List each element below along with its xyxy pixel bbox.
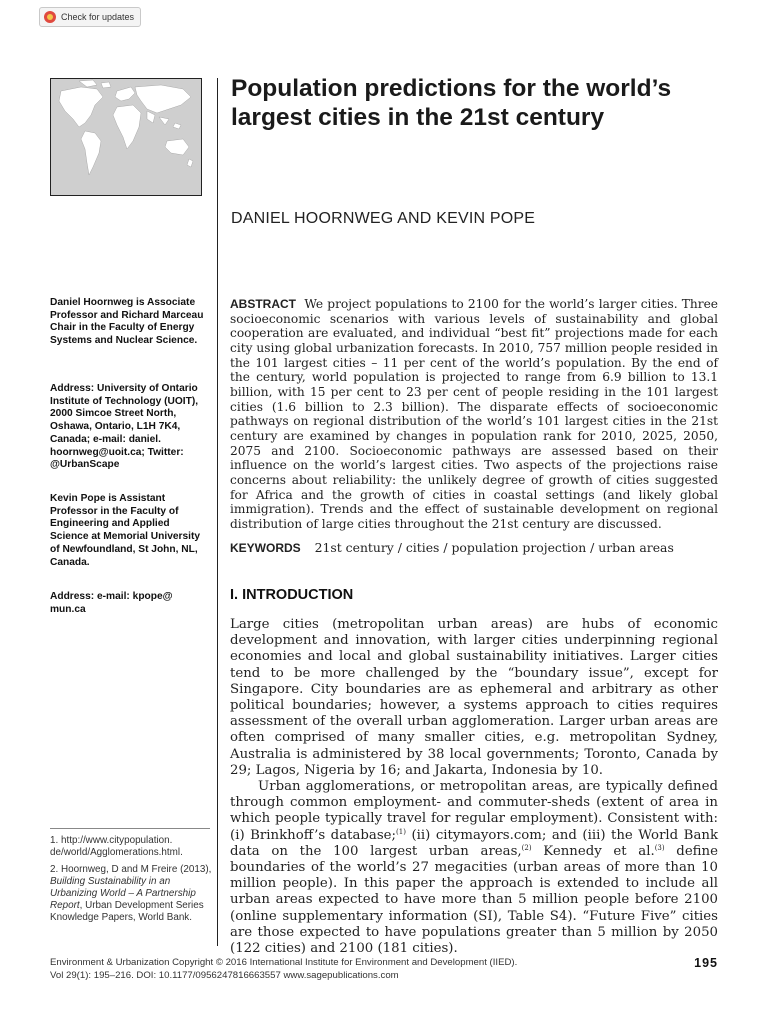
keywords — [230, 540, 674, 555]
check-for-updates-label: Check for updates — [61, 12, 135, 22]
intro-paragraph-2 — [230, 779, 718, 957]
abstract-label: ABSTRACT — [230, 297, 296, 311]
footnote-2 — [50, 864, 212, 924]
keywords-label: KEYWORDS — [230, 541, 301, 555]
page-number: 195 — [694, 956, 718, 970]
article-title: Population predictions for the world’s largest cities in the 21st century — [231, 75, 672, 131]
section-heading-introduction: I. INTRODUCTION — [230, 587, 354, 603]
world-map-icon — [51, 79, 201, 195]
page-footer — [50, 957, 720, 982]
introduction-body — [230, 617, 718, 957]
check-for-updates-badge[interactable] — [39, 7, 141, 27]
footnote-2-authors: 2. Hoornweg, D and M Freire (2013), — [50, 864, 212, 875]
footnote-ref-3[interactable]: (3) — [654, 843, 665, 852]
world-map-image — [50, 78, 202, 196]
author-address-pope: Address: e-mail: kpope@ mun.ca — [50, 591, 173, 615]
check-updates-icon — [44, 11, 56, 23]
footer-copyright: Environment & Urbanization Copyright © 2016 International Institute for Environment and Development (IIED). — [50, 957, 518, 968]
intro-p2-part-d: define boundaries of the world’s 27 megacities (urban areas of more than 10 million people). In this paper the approach is extended to include all urban areas expected to have more than 5 million people before 2100 (online supplementary information (SI), Table S4). “Future Five” cities are those expected to have populations greater than 5 million by 2050 (122 cities) and 2100 (181 cities). — [230, 843, 718, 957]
footnote-2-source: , Urban Development Series Knowledge Papers, World Bank. — [50, 900, 204, 924]
article-authors: DANIEL HOORNWEG AND KEVIN POPE — [231, 210, 536, 227]
author-bio-hoornweg: Daniel Hoornweg is Associate Professor and Richard Marceau Chair in the Faculty of Energy Systems and Nuclear Science. — [50, 297, 204, 347]
intro-p2-part-c: Kennedy et al. — [531, 843, 655, 859]
author-bio-pope: Kevin Pope is Assistant Professor in the Faculty of Engineering and Applied Science at Memorial University of Newfoundland, St John, NL, Canada. — [50, 493, 201, 568]
footnote-divider — [50, 828, 210, 829]
keywords-text: 21st century / cities / population projection / urban areas — [314, 540, 674, 555]
intro-paragraph-1: Large cities (metropolitan urban areas) are hubs of economic development and innovation, with larger cities underpinning regional economies and local and global sustainability initiatives. Larger cities tend to be more challenged by the “boundary issue”, except for Singapore. City boundaries are as ephemeral and arbitrary as other political boundaries; however, a systems approach to cities requires assessment of the overall urban agglomeration. Larger urban areas are often comprised of many smaller cities, e.g. metropolitan Sydney, Australia is administered by 38 local governments; Toronto, Canada by 29; Lagos, Nigeria by 16; and Jakarta, Indonesia by 10. — [230, 617, 718, 778]
footnote-2-title: Building Sustainability in an Urbanizing World – A Partnership Report — [50, 876, 196, 912]
abstract — [230, 297, 718, 532]
author-address-hoornweg: Address: University of Ontario Institute of Technology (UOIT), 2000 Simcoe Street North, Oshawa, Ontario, L1H 7K4, Canada; e-mail: daniel. hoornweg@uoit.ca; Twitter: @UrbanScape — [50, 383, 199, 471]
footnote-ref-1[interactable]: (1) — [396, 827, 406, 836]
footnote-ref-2[interactable]: (2) — [521, 843, 532, 852]
column-divider — [217, 78, 218, 946]
intro-p2-part-b: (ii) citymayors.com; and (iii) the World Bank data on the 100 largest urban areas, — [230, 827, 719, 859]
intro-p2-part-a: Urban agglomerations, or metropolitan areas, are typically defined through common employment- and commuter-sheds (extent of area in which people typically travel for regular employment). Consistent with: (i) Brinkhoff’s database; — [230, 779, 718, 843]
footnote-1[interactable]: 1. http://www.citypopulation. de/world/Agglomerations.html. — [50, 835, 183, 859]
abstract-text: We project populations to 2100 for the world’s larger cities. Three socioeconomic scenarios with various levels of sustainability and global cooperation are evaluated, and individual “best fit” projections made for each city using global urbanization forecasts. In 2010, 757 million people resided in the 101 largest cities – 11 per cent of the world’s population. By the end of the century, world population is projected to range from 6.9 billion to 13.1 billion, with 15 per cent to 23 per cent of people residing in the 101 largest cities (1.6 billion to 2.3 billion). The disparate effects of socioeconomic pathways on regional distribution of the world’s 101 largest cities in the 21st century are examined by changes in population rank for 2010, 2025, 2050, 2075 and 2100. Socioeconomic pathways are assessed based on their influence on the world’s largest cities. Two aspects of the projections raise concerns about reliability: the unlikely degree of growth of cities suggested for Africa and the growth of cities in coastal settings (and likely global immigration). Trends and the effect of sustainable development on regional distribution of large cities throughout the 21st century are discussed. — [230, 297, 718, 531]
footer-citation[interactable]: Vol 29(1): 195–216. DOI: 10.1177/0956247816663557 www.sagepublications.com — [50, 969, 399, 981]
